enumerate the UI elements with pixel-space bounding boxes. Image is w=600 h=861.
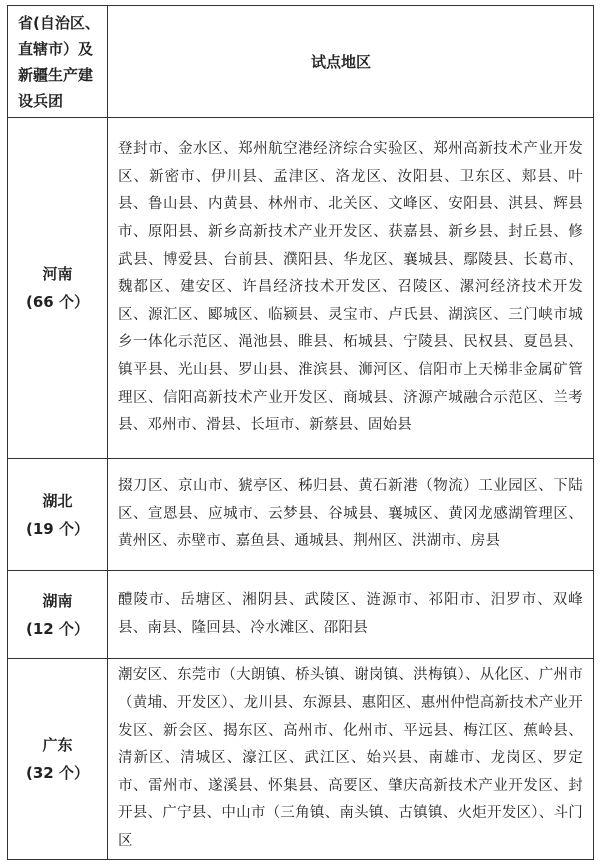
- province-cell: [8, 459, 108, 571]
- pilot-areas-table: [7, 5, 594, 860]
- province-name: 湖南: [42, 591, 73, 610]
- province-name: 河南: [42, 265, 73, 283]
- area-count: (12 个）: [26, 619, 89, 638]
- area-count: (66 个）: [26, 293, 89, 311]
- areas-cell: 掇刀区、京山市、猇亭区、秭归县、黄石新港（物流）工业园区、下陆区、宣恩县、应城市、云梦县、谷城县、襄城区、黄冈龙感湖管理区、黄州区、赤壁市、嘉鱼县、通城县、荆州区、洪湖市、房县: [108, 459, 594, 571]
- areas-cell: 醴陵市、岳塘区、湘阴县、武陵区、涟源市、祁阳市、汨罗市、双峰县、南县、隆回县、冷水滩区、邵阳县: [108, 571, 594, 659]
- table-row: [8, 459, 594, 571]
- table-row: [8, 118, 594, 459]
- province-cell: [8, 118, 108, 459]
- table-header-row: [8, 6, 594, 118]
- province-cell: [8, 571, 108, 659]
- areas-cell: 登封市、金水区、郑州航空港经济综合实验区、郑州高新技术产业开发区、新密市、伊川县、孟津区、洛龙区、汝阳县、卫东区、郏县、叶县、鲁山县、内黄县、林州市、北关区、文峰区、安阳县、淇县、辉县市、原阳县、新乡高新技术产业开发区、获嘉县、新乡县、封丘县、修武县、博爱县、台前县、濮阳县、华龙区、襄城县、鄢陵县、长葛市、魏都区、建安区、许昌经济技术开发区、召陵区、漯河经济技术开发区、源汇区、郾城区、临颍县、灵宝市、卢氏县、湖滨区、三门峡市城乡一体化示范区、渑池县、睢县、柘城县、宁陵县、民权县、夏邑县、镇平县、光山县、罗山县、淮滨县、浉河区、信阳市上天梯非金属矿管理区、信阳高新技术产业开发区、商城县、济源产城融合示范区、兰考县、邓州市、滑县、长垣市、新蔡县、固始县: [108, 118, 594, 459]
- table-row: [8, 659, 594, 860]
- table-row: [8, 571, 594, 659]
- area-count: (32 个）: [26, 764, 89, 782]
- province-name: 广东: [42, 736, 73, 754]
- province-column-header: 省(自治区、直辖市）及新疆生产建设兵团: [8, 6, 108, 118]
- province-name: 湖北: [42, 491, 73, 510]
- areas-cell: 潮安区、东莞市（大朗镇、桥头镇、谢岗镇、洪梅镇）、从化区、广州市（黄埔、开发区）、龙川县、东源县、惠阳区、惠州仲恺高新技术产业开发区、新会区、揭东区、高州市、化州市、平远县、梅江区、蕉岭县、清新区、清城区、濠江区、武江区、始兴县、南雄市、龙岗区、罗定市、雷州市、遂溪县、怀集县、高要区、肇庆高新技术产业开发区、封开县、广宁县、中山市（三角镇、南头镇、古镇镇、火炬开发区）、斗门区: [108, 659, 594, 860]
- province-cell: [8, 659, 108, 860]
- area-column-header: 试点地区: [108, 6, 594, 118]
- area-count: (19 个）: [26, 519, 89, 538]
